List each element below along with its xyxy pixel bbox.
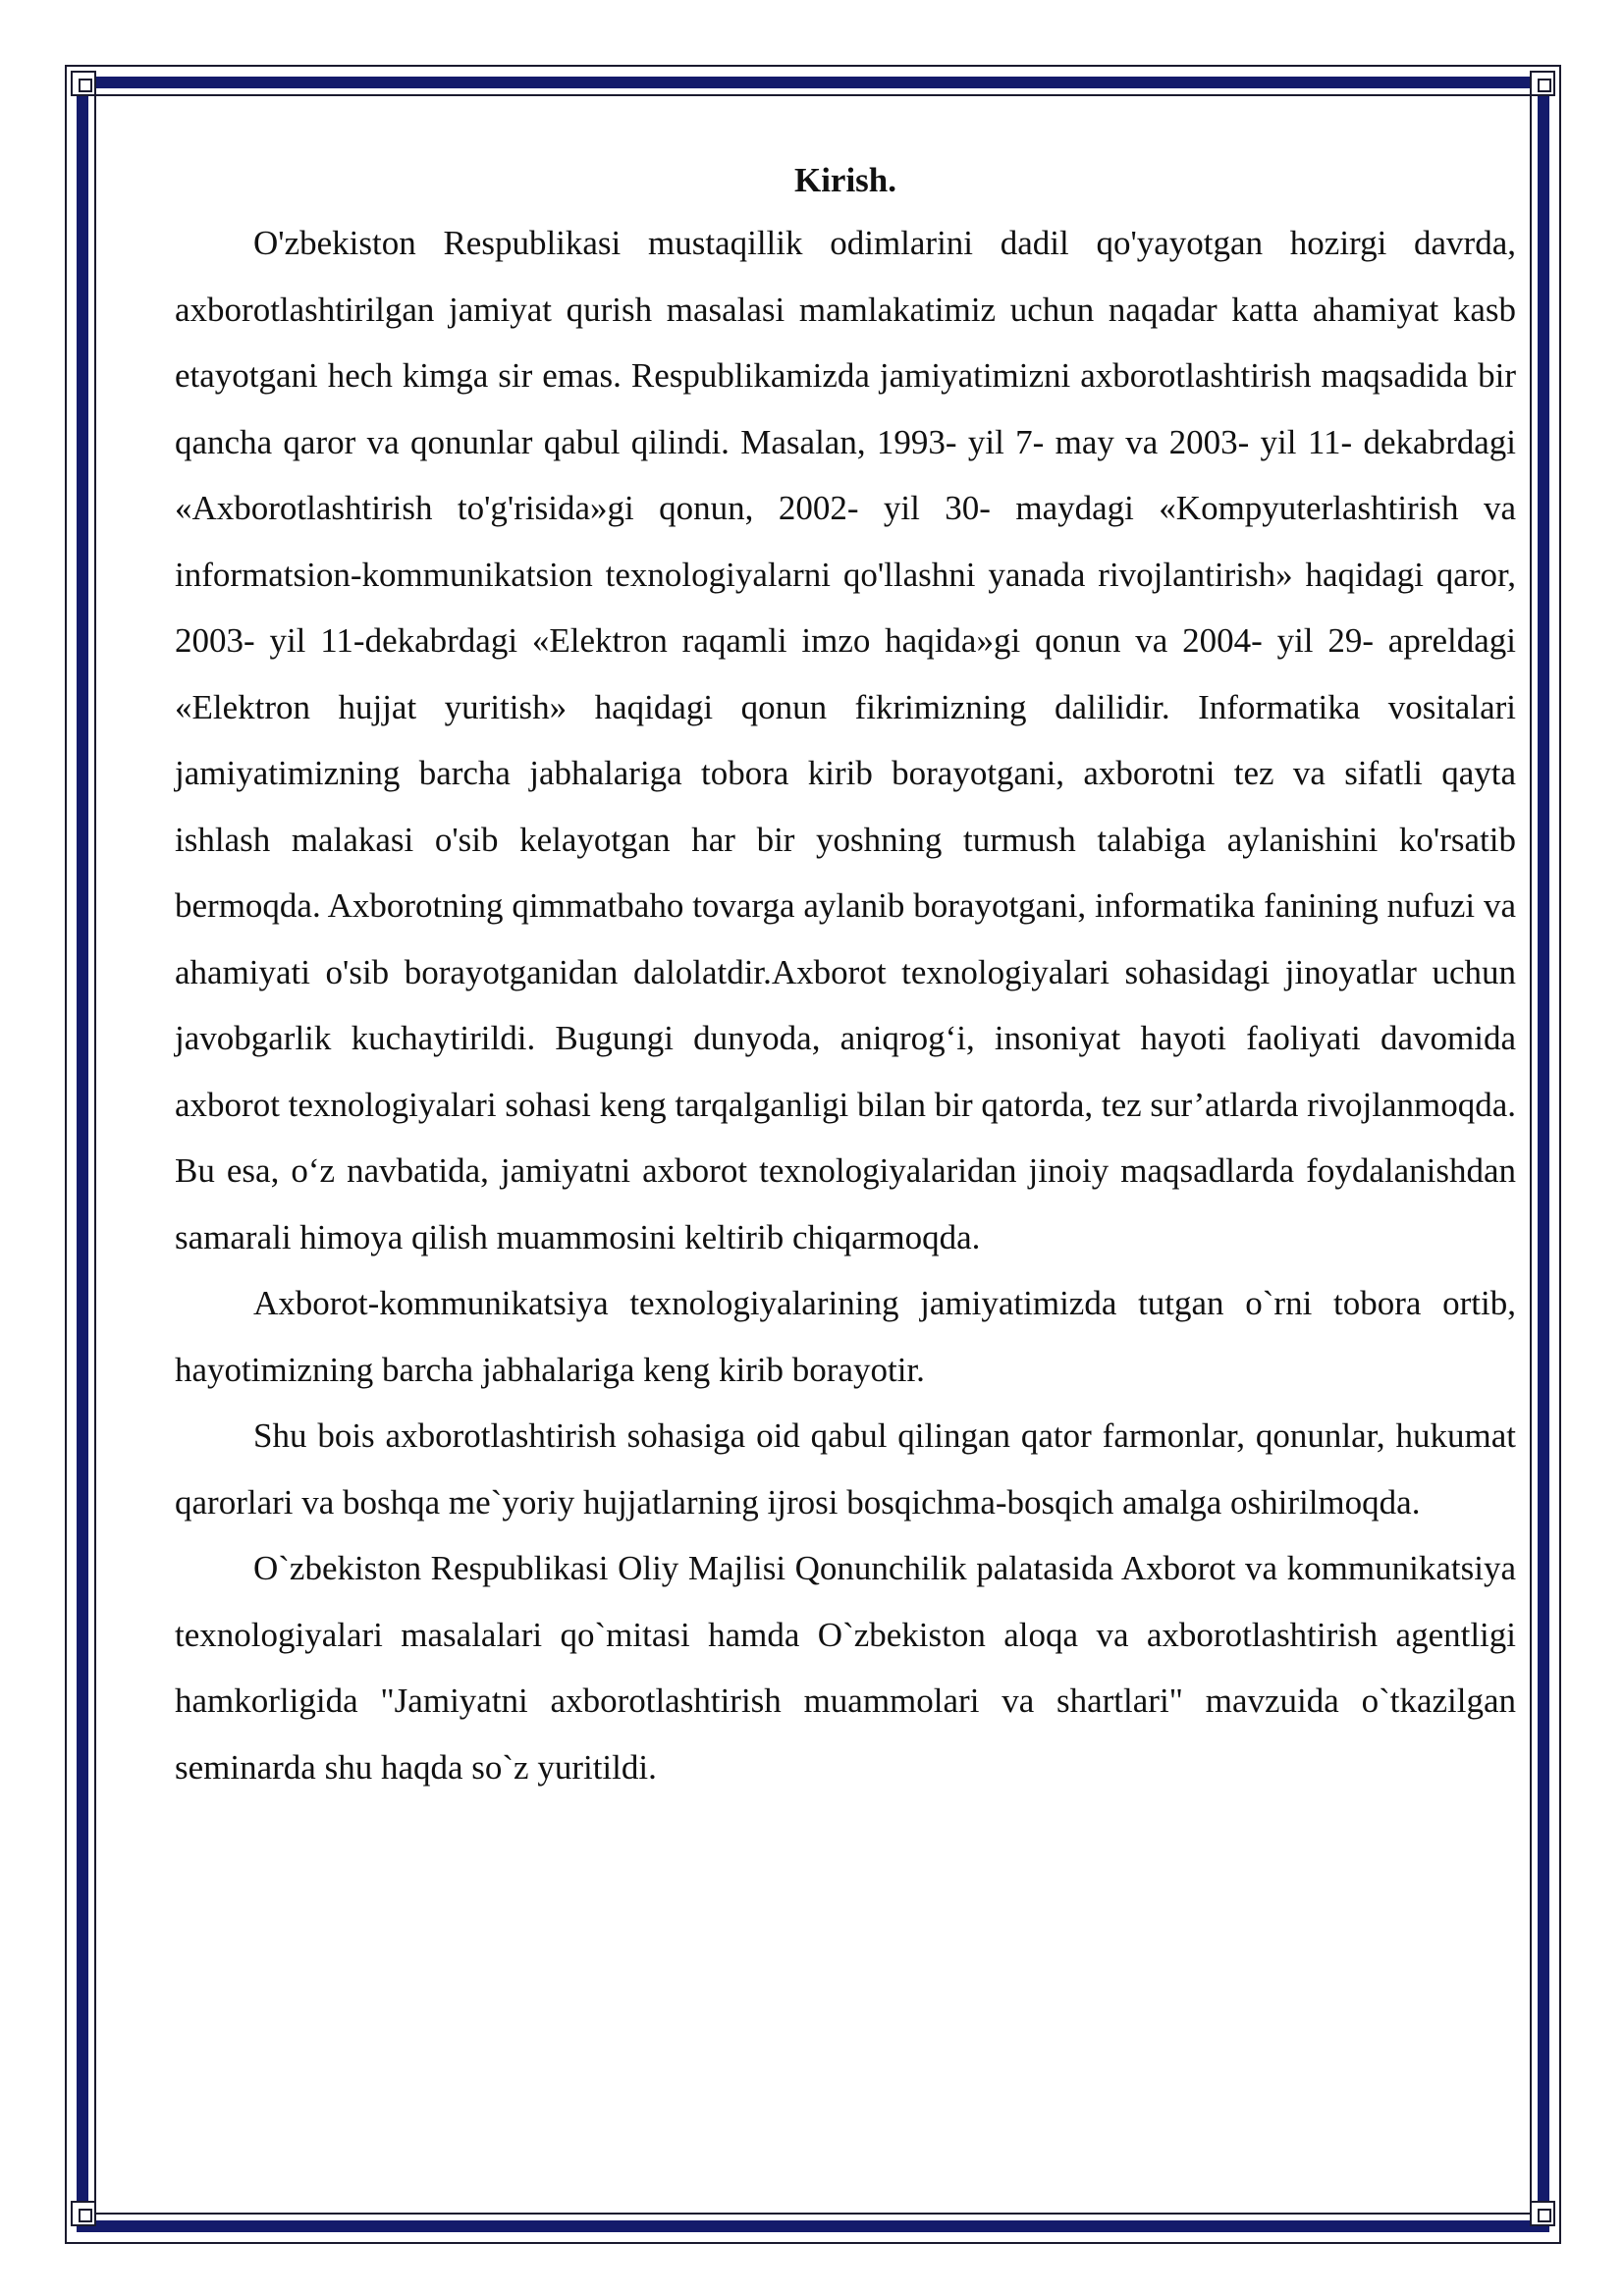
paragraph-seminar: O`zbekiston Respublikasi Oliy Majlisi Qonunchilik palatasida Axborot va kommunikatsiya texnologiyalari masalalari qo`mitasi hamda O`zbekiston aloqa va axborotlashtirish agentligi hamkorligida "Jamiyatni axborotlashtirish muammolari va shartlari" mavzuida o`tkazilgan seminarda shu haqda so`z yuritildi. (175, 1549, 1516, 1787)
document-body (175, 151, 1516, 1800)
document-title: Kirish. (793, 161, 897, 199)
corner-ornament-bottom-right (1530, 2201, 1555, 2226)
corner-ornament-top-right (1530, 71, 1555, 96)
corner-ornament-bottom-left (71, 2201, 96, 2226)
paragraph-ict-role: Axborot-kommunikatsiya texnologiyalarining jamiyatimizda tutgan o`rni tobora ortib, hayotimizning barcha jabhalariga keng kirib borayotir. (175, 1284, 1516, 1389)
paragraph-intro: O'zbekiston Respublikasi mustaqillik odimlarini dadil qo'yayotgan hozirgi davrda, axborotlashtirilgan jamiyat qurish masalasi mamlakatimiz uchun naqadar katta ahamiyat kasb etayotgani hech kimga sir emas. Respublikamizda jamiyatimizni axborotlashtirish maqsadida bir qancha qaror va qonunlar qabul qilindi. Masalan, 1993- yil 7- may va 2003- yil 11- dekabrdagi «Axborotlashtirish to'g'risida»gi qonun, 2002- yil 30- maydagi «Kompyuterlashtirish va informatsion-kommunikatsion texnologiyalarni qo'llashni yanada rivojlantirish» haqidagi qaror, 2003- yil 11-dekabrdagi «Elektron raqamli imzo haqida»gi qonun va 2004- yil 29- apreldagi «Elektron hujjat yuritish» haqidagi qonun fikrimizning dalilidir. Informatika vositalari jamiyatimizning barcha jabhalariga tobora kirib borayotgani, axborotni tez va sifatli qayta ishlash malakasi o'sib kelayotgan har bir yoshning turmush talabiga aylanishini ko'rsatib bermoqda. Axborotning qimmatbaho tovarga aylanib borayotgani, informatika fanining nufuzi va ahamiyati o'sib borayotganidan dalolatdir.Axborot texnologiyalari sohasidagi jinoyatlar uchun javobgarlik kuchaytirildi. Bugungi dunyoda, aniqrog‘i, insoniyat hayoti faoliyati davomida axborot texnologiyalari sohasi keng tarqalganligi bilan bir qatorda, tez sur’atlarda rivojlanmoqda. Bu esa, o‘z navbatida, jamiyatni axborot texnologiyalaridan jinoiy maqsadlarda foydalanishdan samarali himoya qilish muammosini keltirib chiqarmoqda. (175, 224, 1516, 1256)
corner-ornament-top-left (71, 71, 96, 96)
paragraph-decrees: Shu bois axborotlashtirish sohasiga oid qabul qilingan qator farmonlar, qonunlar, hukumat qarorlari va boshqa me`yoriy hujjatlarning ijrosi bosqichma-bosqich amalga oshirilmoqda. (175, 1416, 1516, 1522)
